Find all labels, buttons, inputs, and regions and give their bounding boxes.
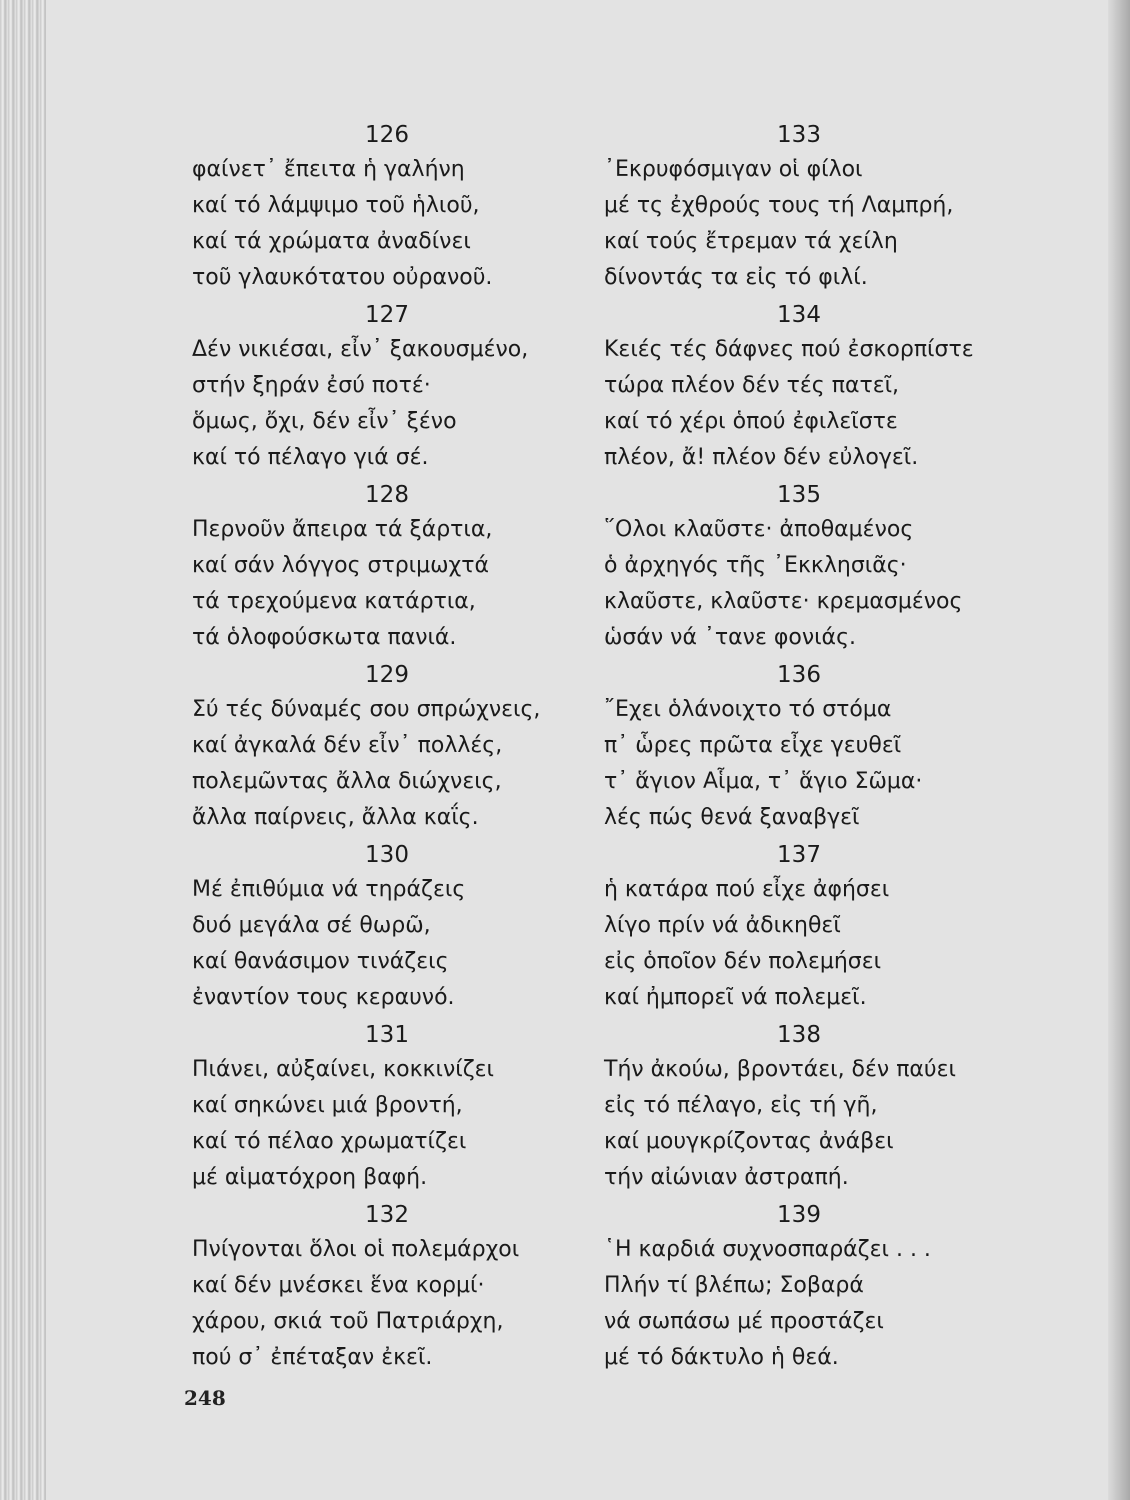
stanza-number: 134 xyxy=(777,302,821,328)
verse-line: Πλήν τί βλέπω; Σοβαρά xyxy=(604,1273,864,1298)
verse-line: μέ αἱματόχροη βαφή. xyxy=(192,1165,428,1190)
verse-line: τά τρεχούμενα κατάρτια, xyxy=(192,589,476,614)
stanza-number: 132 xyxy=(365,1202,409,1228)
verse-line: δυό μεγάλα σέ θωρῶ, xyxy=(192,913,431,938)
verse-line: καί σηκώνει μιά βροντή, xyxy=(192,1093,463,1118)
verse-line: Σύ τές δύναμές σου σπρώχνεις, xyxy=(192,697,541,722)
verse-line: πού σ᾿ ἐπέταξαν ἐκεῖ. xyxy=(192,1345,433,1370)
right-column xyxy=(604,118,1024,1378)
stanza-number: 126 xyxy=(365,122,409,148)
verse-line: πλέον, ἄ! πλέον δέν εὐλογεῖ. xyxy=(604,445,919,470)
verse-line: ῞Ολοι κλαῦστε· ἀποθαμένος xyxy=(604,517,914,542)
stanza xyxy=(604,658,1024,838)
stanza-number: 139 xyxy=(777,1202,821,1228)
verse-line: τοῦ γλαυκότατου οὐρανοῦ. xyxy=(192,265,493,290)
verse-line: Κειές τές δάφνες πού ἐσκορπίστε xyxy=(604,337,974,362)
stanza-number: 130 xyxy=(365,842,409,868)
verse-line: Περνοῦν ἄπειρα τά ξάρτια, xyxy=(192,517,493,542)
verse-line: ὡσάν νά ᾿τανε φονιάς. xyxy=(604,625,856,650)
verse-line: καί τό πέλαο χρωματίζει xyxy=(192,1129,467,1154)
verse-line: Τήν ἀκούω, βροντάει, δέν παύει xyxy=(604,1057,956,1082)
stanza xyxy=(192,478,612,658)
verse-line: μέ τς ἐχθρούς τους τή Λαμπρή, xyxy=(604,193,954,218)
stanza xyxy=(192,298,612,478)
verse-line: χάρου, σκιά τοῦ Πατριάρχη, xyxy=(192,1309,504,1334)
stanza-number: 131 xyxy=(365,1022,409,1048)
verse-line: τήν αἰώνιαν ἀστραπή. xyxy=(604,1165,849,1190)
stanza xyxy=(604,1198,1024,1378)
stanza xyxy=(604,298,1024,478)
verse-line: π᾿ ὧρες πρῶτα εἶχε γευθεῖ xyxy=(604,733,902,758)
verse-line: καί τό χέρι ὁπού ἐφιλεῖστε xyxy=(604,409,898,434)
verse-line: καί τό πέλαγο γιά σέ. xyxy=(192,445,429,470)
verse-line: εἰς τό πέλαγο, εἰς τή γῆ, xyxy=(604,1093,878,1118)
verse-line: στήν ξηράν ἐσύ ποτέ· xyxy=(192,373,431,398)
verse-line: καί σάν λόγγος στριμωχτά xyxy=(192,553,489,578)
stanza xyxy=(192,1198,612,1378)
verse-line: τώρα πλέον δέν τές πατεῖ, xyxy=(604,373,900,398)
page-shadow xyxy=(1108,0,1130,1500)
verse-line: ἐναντίον τους κεραυνό. xyxy=(192,985,455,1010)
stanza-number: 127 xyxy=(365,302,409,328)
stanza xyxy=(192,838,612,1018)
verse-line: καί ἠμπορεῖ νά πολεμεῖ. xyxy=(604,985,867,1010)
stanza-number: 129 xyxy=(365,662,409,688)
stanza xyxy=(604,1018,1024,1198)
verse-line: λές πώς θενά ξαναβγεῖ xyxy=(604,805,860,830)
verse-line: δίνοντάς τα εἰς τό φιλί. xyxy=(604,265,868,290)
verse-line: ῾Η καρδιά συχνοσπαράζει . . . xyxy=(604,1237,931,1262)
verse-line: καί τούς ἔτρεμαν τά χείλη xyxy=(604,229,898,254)
verse-line: τά ὁλοφούσκωτα πανιά. xyxy=(192,625,457,650)
verse-line: καί δέν μνέσκει ἕνα κορμί· xyxy=(192,1273,485,1298)
verse-line: πολεμῶντας ἄλλα διώχνεις, xyxy=(192,769,502,794)
verse-line: φαίνετ᾿ ἔπειτα ἡ γαλήνη xyxy=(192,157,465,182)
verse-line: Δέν νικιέσαι, εἶν᾿ ξακουσμένο, xyxy=(192,337,529,362)
verse-line: καί τά χρώματα ἀναδίνει xyxy=(192,229,471,254)
page-edges xyxy=(0,0,46,1500)
verse-line: ὅμως, ὄχι, δέν εἶν᾿ ξένο xyxy=(192,409,457,434)
verse-line: μέ τό δάκτυλο ἡ θεά. xyxy=(604,1345,839,1370)
stanza xyxy=(192,118,612,298)
stanza-number: 138 xyxy=(777,1022,821,1048)
verse-line: νά σωπάσω μέ προστάζει xyxy=(604,1309,884,1334)
stanza xyxy=(604,838,1024,1018)
stanza xyxy=(192,1018,612,1198)
left-column xyxy=(192,118,612,1378)
verse-line: ᾿Εκρυφόσμιγαν οἱ φίλοι xyxy=(604,157,863,182)
stanza-number: 135 xyxy=(777,482,821,508)
stanza-number: 133 xyxy=(777,122,821,148)
verse-line: τ᾿ ἅγιον Αἷμα, τ᾿ ἅγιο Σῶμα· xyxy=(604,769,923,794)
verse-line: κλαῦστε, κλαῦστε· κρεμασμένος xyxy=(604,589,963,614)
verse-line: καί τό λάμψιμο τοῦ ἡλιοῦ, xyxy=(192,193,480,218)
verse-line: ἡ κατάρα πού εἶχε ἀφήσει xyxy=(604,877,890,902)
verse-line: ἄλλα παίρνεις, ἄλλα καΐς. xyxy=(192,805,479,830)
verse-line: καί μουγκρίζοντας ἀνάβει xyxy=(604,1129,894,1154)
verse-line: καί θανάσιμον τινάζεις xyxy=(192,949,449,974)
verse-line: Μέ ἐπιθύμια νά τηράζεις xyxy=(192,877,466,902)
stanza xyxy=(604,478,1024,658)
stanza-number: 128 xyxy=(365,482,409,508)
stanza-number: 136 xyxy=(777,662,821,688)
verse-line: εἰς ὁποῖον δέν πολεμήσει xyxy=(604,949,882,974)
verse-line: Πιάνει, αὐξαίνει, κοκκινίζει xyxy=(192,1057,494,1082)
stanza xyxy=(604,118,1024,298)
verse-line: λίγο πρίν νά ἀδικηθεῖ xyxy=(604,913,841,938)
stanza-number: 137 xyxy=(777,842,821,868)
stanza xyxy=(192,658,612,838)
verse-line: καί ἀγκαλά δέν εἶν᾿ πολλές, xyxy=(192,733,503,758)
page-number: 248 xyxy=(184,1386,226,1410)
verse-line: ῎Εχει ὁλάνοιχτο τό στόμα xyxy=(604,697,892,722)
verse-line: Πνίγονται ὅλοι οἱ πολεμάρχοι xyxy=(192,1237,520,1262)
verse-line: ὁ ἀρχηγός τῆς ᾿Εκκλησιᾶς· xyxy=(604,553,907,578)
